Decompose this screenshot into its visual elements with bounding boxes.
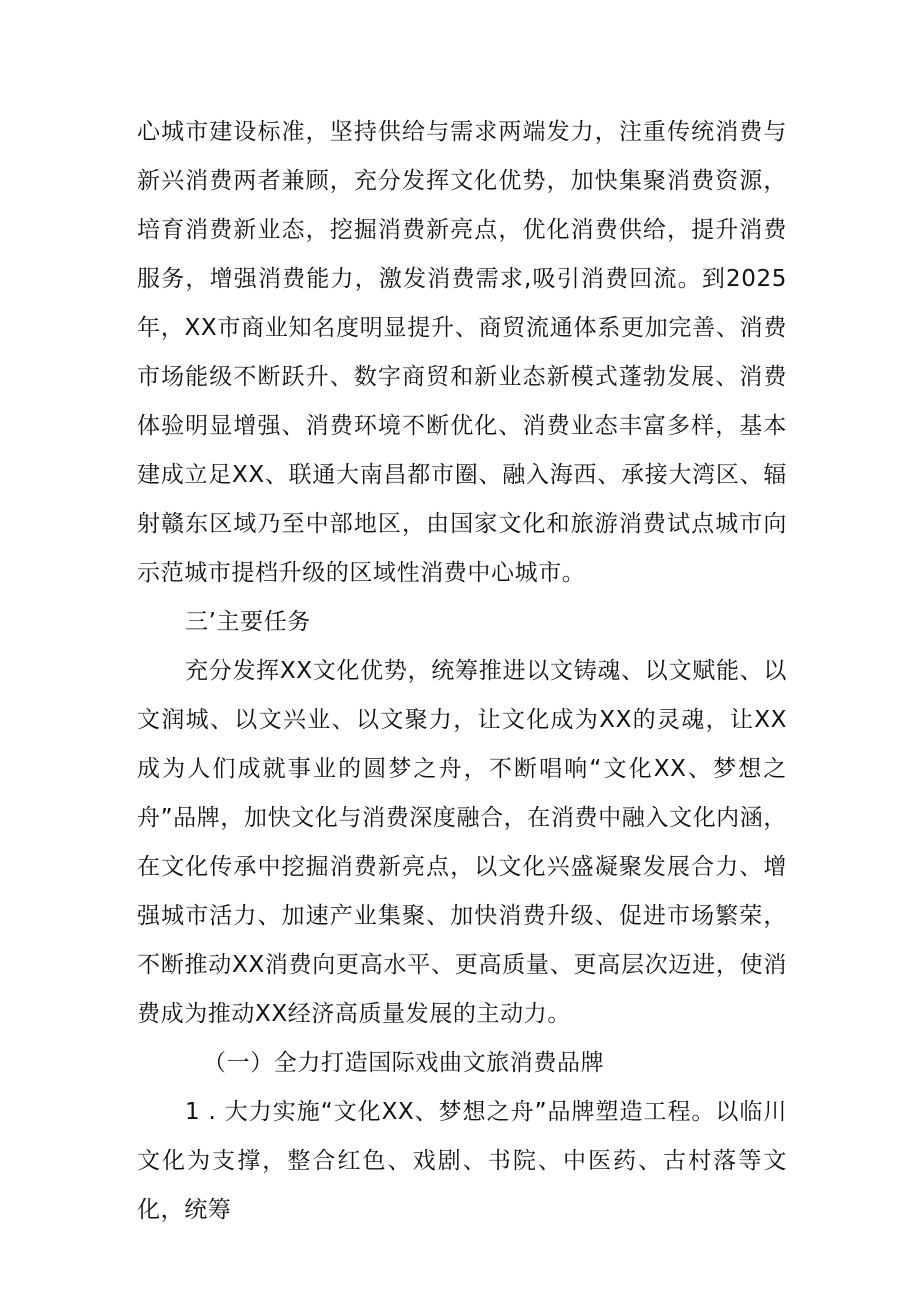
paragraph-vision: 心城市建设标准，坚持供给与需求两端发力，注重传统消费与新兴消费两者兼顾，充分发挥文化优势，加快集聚消费资源，培育消费新业态，挖掘消费新亮点，优化消费供给，提升消费服务，增强消费能力，激发消费需求,吸引消费回流。到2025年，XX市商业知名度明显提升、商贸流通体系更加完善、消费市场能级不断跃升、数字商贸和新业态新模式蓬勃发展、消费体验明显增强、消费环境不断优化、消费业态丰富多样，基本建成立足XX、联通大南昌都市圈、融入海西、承接大湾区、辐射赣东区域乃至中部地区，由国家文化和旅游消费试点城市向示范城市提档升级的区域性消费中心城市。	[137, 119, 787, 586]
paragraph-main-tasks: 充分发挥XX文化优势，统筹推进以文铸魂、以文赋能、以文润城、以文兴业、以文聚力，让文化成为XX的灵魂，让XX成为人们成就事业的圆梦之舟，不断唱响“文化XX、梦想之舟”品牌，加快文化与消费深度融合，在消费中融入文化内涵，在文化传承中挖掘消费新亮点，以文化兴盛凝聚发展合力、增强城市活力、加速产业集聚、加快消费升级、促进市场繁荣，不断推动XX消费向更高水平、更高质量、更高层次迈进，使消费成为推动XX经济高质量发展的主动力。	[137, 658, 787, 1027]
paragraph-brand-project: 1 . 大力实施“文化XX、梦想之舟”品牌塑造工程。以临川文化为支撑，整合红色、戏剧、书院、中医药、古村落等文化，统筹	[137, 1099, 787, 1223]
document-body	[137, 108, 787, 1235]
subsection-heading-opera-brand: （一）全力打造国际戏曲文旅消费品牌	[203, 1050, 605, 1076]
section-heading-main-tasks: 三’主要任务	[185, 609, 311, 635]
